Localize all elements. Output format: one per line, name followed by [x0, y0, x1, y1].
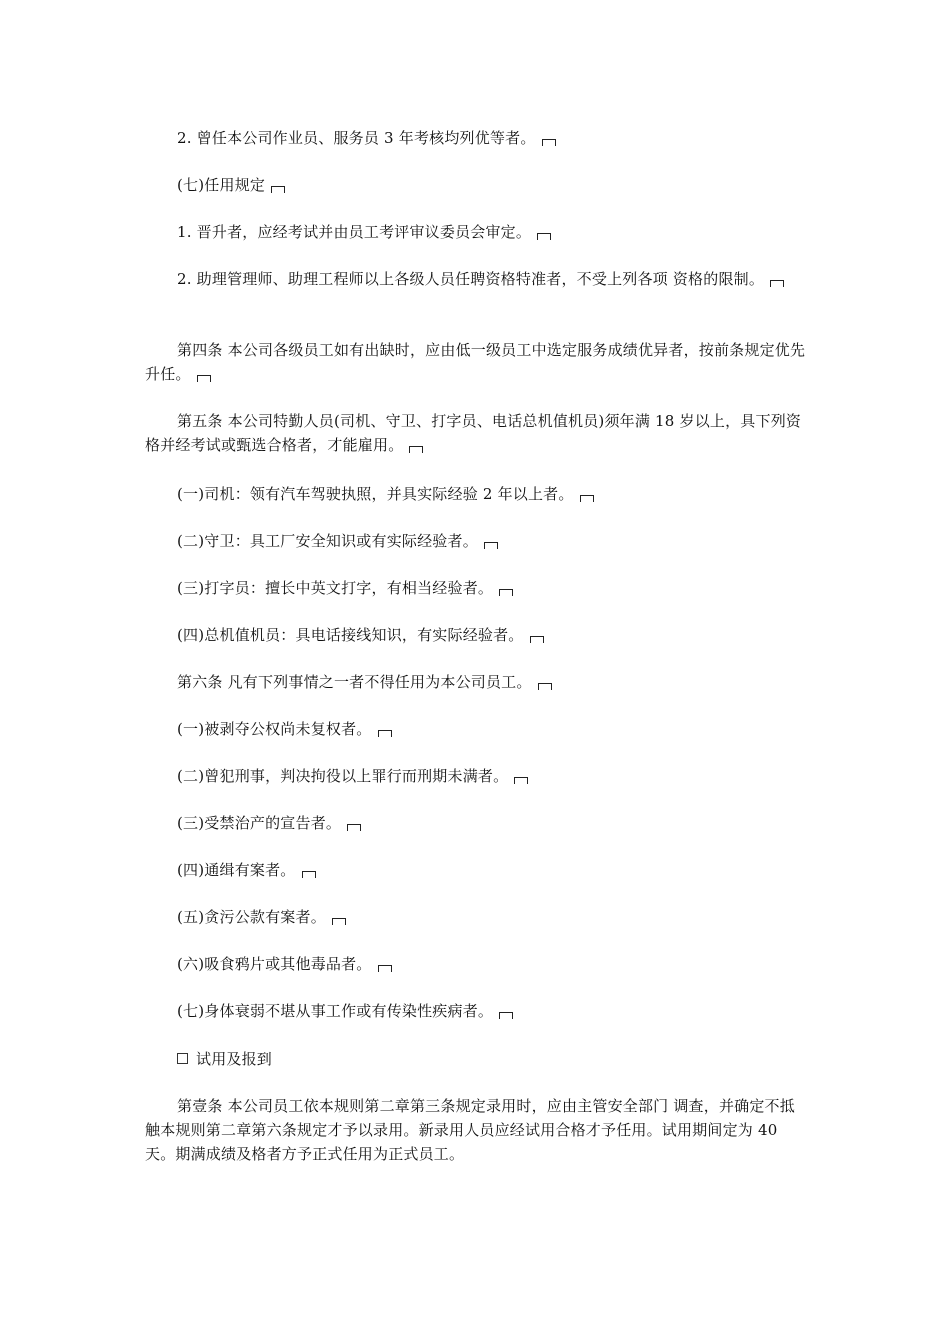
paragraph [145, 764, 810, 788]
paragraph-mark-icon [580, 495, 594, 502]
section-heading-text: 试用及报到 [196, 1050, 273, 1068]
paragraph-text: (七)身体衰弱不堪从事工作或有传染性疾病者。 [177, 1002, 494, 1020]
paragraph [145, 905, 810, 929]
paragraph-text: (一)司机：领有汽车驾驶执照，并具实际经验 2 年以上者。 [177, 485, 574, 503]
paragraph-text: (二)曾犯刑事，判决拘役以上罪行而刑期未满者。 [177, 767, 509, 785]
paragraph [145, 173, 810, 197]
paragraph-text: (二)守卫：具工厂安全知识或有实际经验者。 [177, 532, 478, 550]
paragraph [145, 858, 810, 882]
paragraph [145, 623, 810, 647]
paragraph [145, 482, 810, 506]
paragraph-mark-icon [302, 871, 316, 878]
paragraph-mark-icon [484, 542, 498, 549]
paragraph-mark-icon [378, 965, 392, 972]
paragraph [145, 126, 810, 150]
paragraph-mark-icon [409, 446, 423, 453]
paragraph-text: (五)贪污公款有案者。 [177, 908, 326, 926]
paragraph [145, 409, 810, 457]
paragraph [145, 338, 810, 386]
paragraph [145, 811, 810, 835]
paragraph-text: 第四条 本公司各级员工如有出缺时，应由低一级员工中选定服务成绩优异者，按前条规定优先升任。 [145, 341, 806, 383]
paragraph-text: (三)受禁治产的宣告者。 [177, 814, 342, 832]
paragraph-mark-icon [537, 233, 551, 240]
paragraph-mark-icon [530, 636, 544, 643]
paragraph-mark-icon [378, 730, 392, 737]
paragraph [145, 670, 810, 694]
paragraph [145, 529, 810, 553]
section-heading [145, 1047, 810, 1071]
paragraph-mark-icon [347, 824, 361, 831]
paragraph-text: 1. 晋升者，应经考试并由员工考评审议委员会审定。 [177, 223, 532, 241]
paragraph-mark-icon [197, 375, 211, 382]
paragraph [145, 267, 810, 291]
paragraph-text: 第五条 本公司特勤人员(司机、守卫、打字员、电话总机值机员)须年满 18 岁以上，具下列资格并经考试或甄选合格者，才能雇用。 [145, 412, 802, 454]
paragraph-text: (四)通缉有案者。 [177, 861, 296, 879]
paragraph [145, 717, 810, 741]
paragraph-mark-icon [271, 186, 285, 193]
paragraph-text: 第六条 凡有下列事情之一者不得任用为本公司员工。 [177, 673, 532, 691]
paragraph [145, 576, 810, 600]
paragraph-text: (六)吸食鸦片或其他毒品者。 [177, 955, 372, 973]
paragraph-mark-icon [499, 1012, 513, 1019]
paragraph-mark-icon [542, 139, 556, 146]
paragraph [145, 952, 810, 976]
paragraph-text: 第壹条 本公司员工依本规则第二章第三条规定录用时，应由主管安全部门 调查，并确定不抵触本规则第二章第六条规定才予以录用。新录用人员应经试用合格才予任用。试用期间定为 40 天。期满成绩及格者方予正式任用为正式员工。 [145, 1097, 795, 1163]
paragraph-mark-icon [770, 280, 784, 287]
paragraph-text: (七)任用规定 [177, 176, 266, 194]
paragraph-text: (四)总机值机员：具电话接线知识，有实际经验者。 [177, 626, 524, 644]
paragraph-mark-icon [514, 777, 528, 784]
paragraph [145, 999, 810, 1023]
paragraph-mark-icon [538, 683, 552, 690]
paragraph [145, 220, 810, 244]
checkbox-icon [177, 1053, 188, 1064]
paragraph-mark-icon [499, 589, 513, 596]
paragraph-mark-icon [332, 918, 346, 925]
paragraph-text: (三)打字员：擅长中英文打字，有相当经验者。 [177, 579, 494, 597]
final-paragraph [145, 1094, 810, 1166]
paragraph-text: 2. 助理管理师、助理工程师以上各级人员任聘资格特准者，不受上列各项 资格的限制。 [177, 270, 765, 288]
paragraph-text: (一)被剥夺公权尚未复权者。 [177, 720, 372, 738]
paragraph-text: 2. 曾任本公司作业员、服务员 3 年考核均列优等者。 [177, 129, 536, 147]
